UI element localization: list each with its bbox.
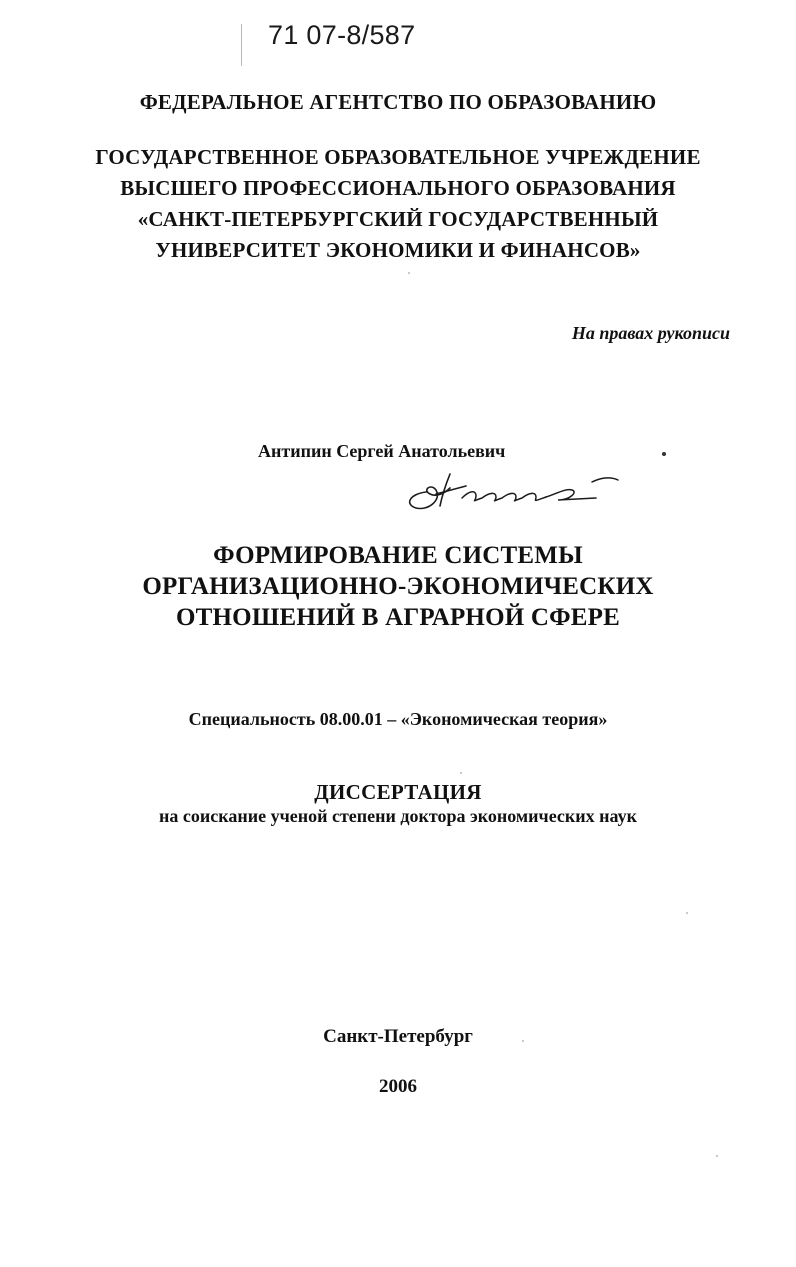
title-line: ФОРМИРОВАНИЕ СИСТЕМЫ: [213, 542, 583, 569]
ink-dot: [662, 452, 666, 456]
institution-line: ГОСУДАРСТВЕННОЕ ОБРАЗОВАТЕЛЬНОЕ УЧРЕЖДЕНИЕ: [95, 145, 701, 169]
institution-line: ВЫСШЕГО ПРОФЕССИОНАЛЬНОГО ОБРАЗОВАНИЯ: [120, 176, 676, 200]
scan-speck: [408, 272, 410, 274]
city: Санкт-Петербург: [323, 1026, 473, 1047]
archive-number: 71 07-8/587: [268, 20, 416, 50]
institution-line: «САНКТ-ПЕТЕРБУРГСКИЙ ГОСУДАРСТВЕННЫЙ: [137, 207, 659, 231]
institution-line: УНИВЕРСИТЕТ ЭКОНОМИКИ И ФИНАНСОВ»: [155, 238, 641, 262]
margin-mark: [241, 24, 242, 66]
agency-name: ФЕДЕРАЛЬНОЕ АГЕНТСТВО ПО ОБРАЗОВАНИЮ: [139, 90, 657, 114]
scan-speck: [686, 912, 688, 914]
scan-speck: [460, 772, 462, 774]
signature-icon: [396, 464, 626, 514]
scan-speck: [522, 1040, 524, 1042]
rights-note: На правах рукописи: [571, 323, 730, 343]
title-line: ОРГАНИЗАЦИОННО-ЭКОНОМИЧЕСКИХ: [142, 573, 654, 600]
degree-statement: на соискание ученой степени доктора экономических наук: [159, 806, 637, 826]
dissertation-title: [0, 540, 796, 633]
specialty: Специальность 08.00.01 – «Экономическая теория»: [188, 709, 608, 729]
year: 2006: [379, 1076, 417, 1097]
document-type: ДИССЕРТАЦИЯ: [314, 780, 482, 804]
author-name: Антипин Сергей Анатольевич: [258, 441, 506, 461]
title-line: ОТНОШЕНИЙ В АГРАРНОЙ СФЕРЕ: [176, 604, 620, 631]
scan-speck: [716, 1155, 718, 1157]
institution-name: [0, 142, 796, 266]
